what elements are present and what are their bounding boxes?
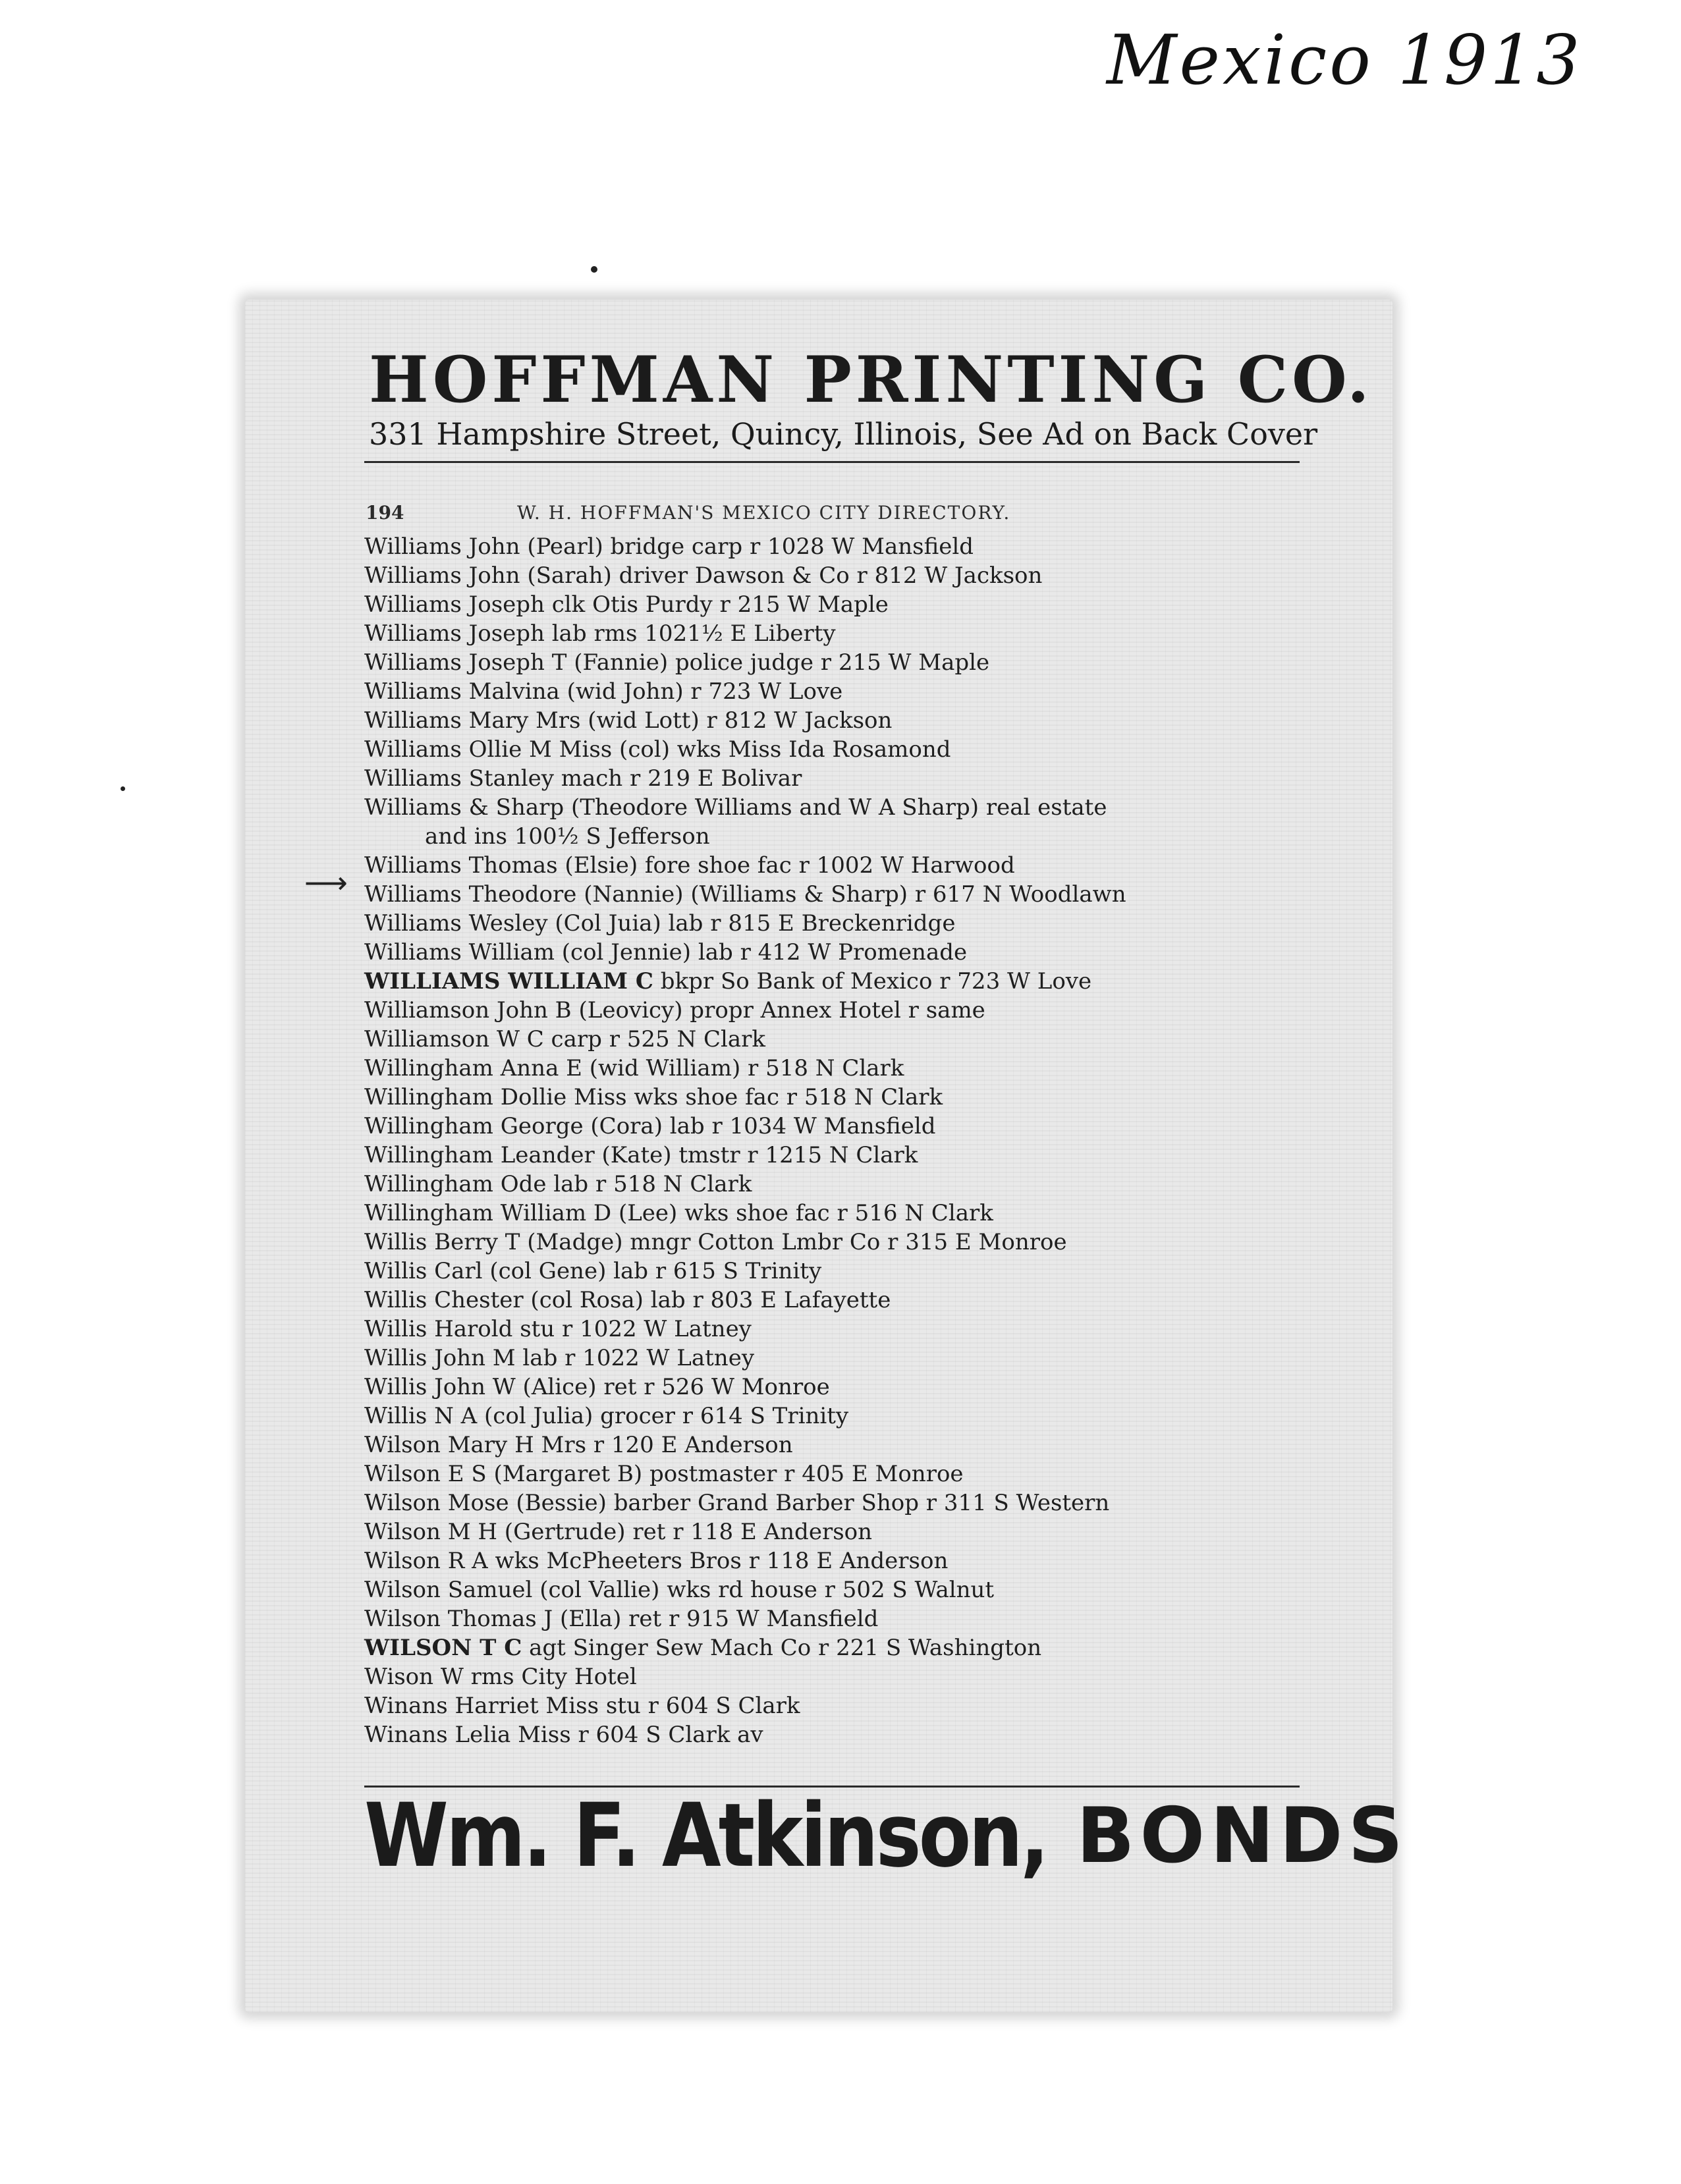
directory-entry: Williams John (Pearl) bridge carp r 1028 W Mansfield: [364, 533, 974, 560]
directory-entry: Willingham Dollie Miss wks shoe fac r 518 N Clark: [364, 1084, 943, 1110]
directory-entry: Williams Stanley mach r 219 E Bolivar: [364, 765, 802, 792]
directory-entry: Williams Wesley (Col Juia) lab r 815 E Breckenridge: [364, 910, 956, 937]
directory-entry: Wilson Samuel (col Vallie) wks rd house r 502 S Walnut: [364, 1577, 995, 1603]
directory-entry: Wison W rms City Hotel: [364, 1664, 637, 1690]
directory-entry: Wilson R A wks McPheeters Bros r 118 E Anderson: [364, 1548, 949, 1574]
directory-title: W. H. HOFFMAN'S MEXICO CITY DIRECTORY.: [517, 502, 1011, 524]
directory-entry: [364, 1633, 1300, 1662]
directory-entry: Willingham Anna E (wid William) r 518 N Clark: [364, 1055, 904, 1081]
header-rule: [364, 461, 1300, 463]
entry-text: bkpr So Bank of Mexico r 723 W Love: [660, 968, 1092, 995]
directory-entry: Williams Theodore (Nannie) (Williams & Sharp) r 617 N Woodlawn: [364, 881, 1126, 908]
handwritten-annotation: Mexico 1913: [1107, 20, 1583, 100]
directory-entry: Willis Berry T (Madge) mngr Cotton Lmbr Co r 315 E Monroe: [364, 1229, 1067, 1255]
directory-entry: Winans Lelia Miss r 604 S Clark av: [364, 1722, 763, 1748]
running-head: [366, 502, 1288, 535]
directory-entry: Wilson Mary H Mrs r 120 E Anderson: [364, 1432, 793, 1458]
directory-entry: Willingham George (Cora) lab r 1034 W Mansfield: [364, 1113, 936, 1139]
header-banner: HOFFMAN PRINTING CO.: [369, 342, 1373, 417]
directory-entry: Williams Joseph lab rms 1021½ E Liberty: [364, 620, 836, 647]
directory-entry: Williams Joseph T (Fannie) police judge r 215 W Maple: [364, 649, 990, 676]
directory-entry: Williams Thomas (Elsie) fore shoe fac r 1002 W Harwood: [364, 852, 1015, 879]
directory-entry: Willis Chester (col Rosa) lab r 803 E Lafayette: [364, 1287, 891, 1313]
directory-entry: Williams Mary Mrs (wid Lott) r 812 W Jackson: [364, 707, 893, 734]
advertiser-name: Wm. F. Atkinson,: [364, 1784, 1047, 1888]
directory-entry: Winans Harriet Miss stu r 604 S Clark: [364, 1693, 800, 1719]
directory-entry: Williamson John B (Leovicy) propr Annex Hotel r same: [364, 997, 985, 1024]
directory-entry: Williams Ollie M Miss (col) wks Miss Ida Rosamond: [364, 736, 951, 763]
entry-bold-name: WILSON T C: [364, 1635, 522, 1661]
ink-speck: [121, 786, 125, 791]
directory-entry: Willingham Ode lab r 518 N Clark: [364, 1171, 752, 1197]
directory-listing: [364, 532, 1300, 1749]
directory-entry: Williams William (col Jennie) lab r 412 W Promenade: [364, 939, 968, 966]
directory-entry: Wilson E S (Margaret B) postmaster r 405 E Monroe: [364, 1461, 964, 1487]
directory-entry: Willis John M lab r 1022 W Latney: [364, 1345, 755, 1371]
entry-bold-name: WILLIAMS WILLIAM C: [364, 968, 653, 995]
directory-entry: Wilson M H (Gertrude) ret r 118 E Anderson: [364, 1519, 873, 1545]
banner-address: 331 Hampshire Street, Quincy, Illinois, See Ad on Back Cover: [369, 416, 1318, 452]
directory-entry: Willingham William D (Lee) wks shoe fac r 516 N Clark: [364, 1200, 993, 1226]
directory-entry: Willis John W (Alice) ret r 526 W Monroe: [364, 1374, 830, 1400]
directory-entry: and ins 100½ S Jefferson: [425, 823, 710, 850]
directory-entry: Willis N A (col Julia) grocer r 614 S Trinity: [364, 1403, 849, 1429]
directory-entry: Willingham Leander (Kate) tmstr r 1215 N Clark: [364, 1142, 918, 1168]
directory-entry: Willis Harold stu r 1022 W Latney: [364, 1316, 752, 1342]
directory-entry: Willis Carl (col Gene) lab r 615 S Trinity: [364, 1258, 822, 1284]
advertiser-service: BONDS: [1076, 1791, 1409, 1880]
right-arrow-icon: ⟶: [304, 865, 348, 900]
page-number: 194: [366, 502, 404, 524]
directory-entry: [364, 967, 1300, 996]
directory-entry: Williamson W C carp r 525 N Clark: [364, 1026, 766, 1052]
directory-entry: Williams John (Sarah) driver Dawson & Co r 812 W Jackson: [364, 562, 1043, 589]
directory-entry: Williams & Sharp (Theodore Williams and W A Sharp) real estate: [364, 794, 1107, 821]
directory-entry: Williams Malvina (wid John) r 723 W Love: [364, 678, 843, 705]
directory-entry: Wilson Mose (Bessie) barber Grand Barber Shop r 311 S Western: [364, 1490, 1110, 1516]
directory-entry: Wilson Thomas J (Ella) ret r 915 W Mansfield: [364, 1606, 879, 1632]
entry-text: agt Singer Sew Mach Co r 221 S Washington: [529, 1635, 1042, 1661]
footer-advertisement: [364, 1784, 1409, 1888]
directory-entry: Williams Joseph clk Otis Purdy r 215 W Maple: [364, 591, 889, 618]
ink-speck: [591, 266, 597, 273]
